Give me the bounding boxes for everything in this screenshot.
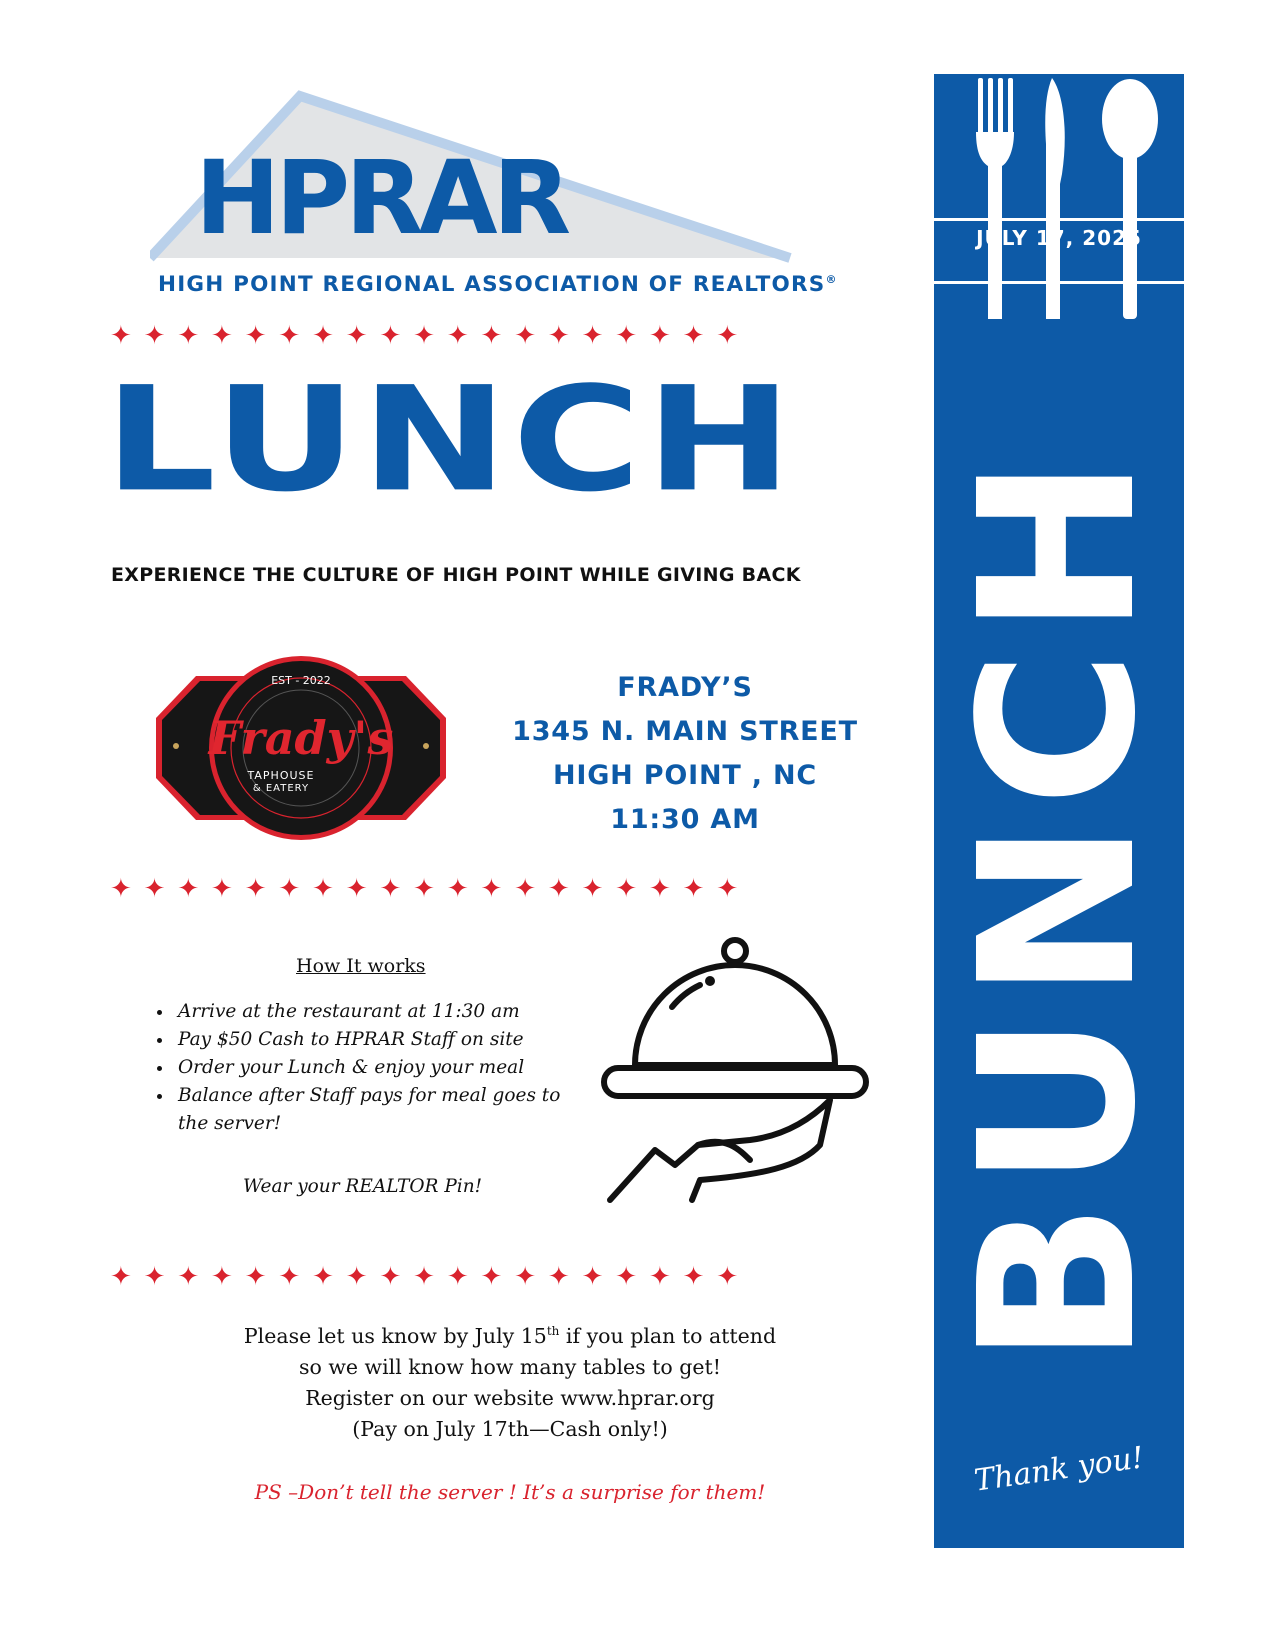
badge-name: Frady's [208,711,394,765]
badge-line1: TAPHOUSE [247,769,315,782]
badge-est: EST - 2022 [271,674,331,687]
hprar-logo [150,88,838,318]
rsvp-line-3: Register on our website www.hprar.org [305,1385,715,1410]
star-divider-1: ✦✦✦✦✦✦✦✦✦✦✦✦✦✦✦✦✦✦✦ [110,321,751,351]
rsvp-block [150,1316,870,1445]
logo-subtitle: HIGH POINT REGIONAL ASSOCIATION OF REALTORS® [158,272,838,297]
venue-street: 1345 N. MAIN STREET [512,716,858,747]
rsvp-line-2: so we will know how many tables to get! [298,1354,722,1379]
logo-letters: HPRAR [195,139,567,258]
how-it-works-title: How It works [296,955,426,977]
headline-lunch: LUNCH [104,355,797,524]
side-banner [934,74,1184,1548]
venue-city: HIGH POINT , NC [552,760,818,791]
list-item: • Order your Lunch & enjoy your meal [174,1054,594,1082]
venue-block [490,666,880,842]
venue-time: 11:30 AM [610,804,760,835]
ps-note: PS –Don’t tell the server ! It’s a surprise for them! [254,1480,766,1504]
thank-you-script: Thank you! [972,1440,1146,1499]
realtor-pin-note: Wear your REALTOR Pin! [243,1176,483,1197]
tagline: EXPERIENCE THE CULTURE OF HIGH POINT WHILE GIVING BACK [111,564,801,586]
event-date: JULY 17, 2025 [976,226,1142,250]
cloche-serving-icon [600,935,870,1205]
star-divider-2: ✦✦✦✦✦✦✦✦✦✦✦✦✦✦✦✦✦✦✦ [110,874,751,904]
badge-line2: & EATERY [252,783,310,794]
list-item: • Pay $50 Cash to HPRAR Staff on site [174,1026,594,1054]
banner-word-bunch: BUNCH [934,442,1183,1366]
list-item: • Balance after Staff pays for meal goes to the server! [174,1082,594,1138]
venue-name: FRADY’S [617,672,753,703]
how-it-works-list [152,998,594,1138]
fradys-badge-logo [146,648,456,848]
rsvp-line-1: Please let us know by July 15th if you plan to attend [243,1323,777,1348]
list-item: • Arrive at the restaurant at 11:30 am [174,998,594,1026]
rsvp-line-4: (Pay on July 17th—Cash only!) [352,1416,668,1441]
star-divider-3: ✦✦✦✦✦✦✦✦✦✦✦✦✦✦✦✦✦✦✦ [110,1262,751,1292]
